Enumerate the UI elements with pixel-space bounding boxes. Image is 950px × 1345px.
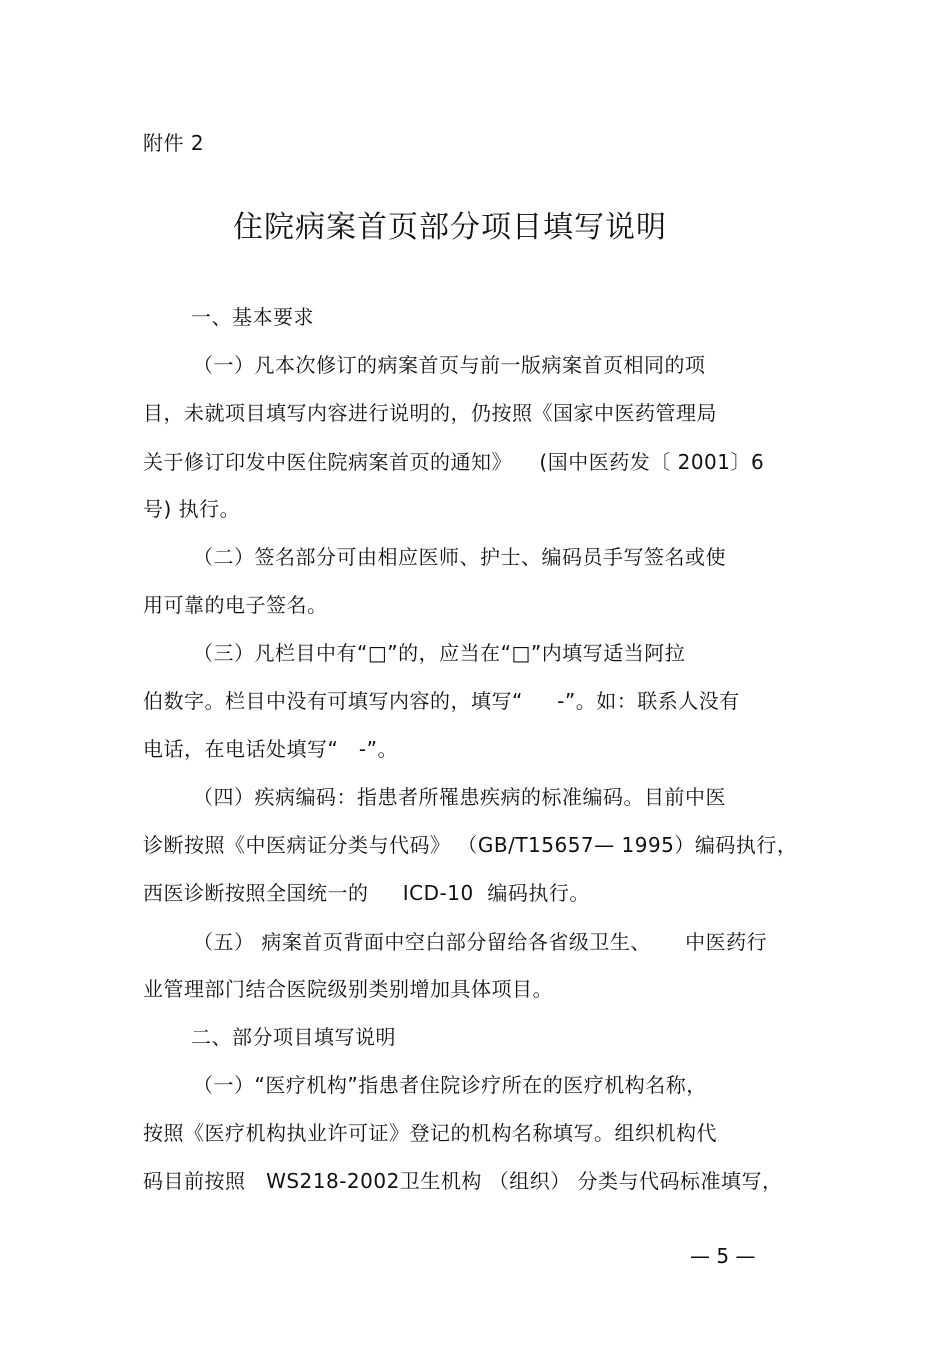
paragraph-line: （三）凡栏目中有“□”的，应当在“□”内填写适当阿拉	[193, 641, 686, 665]
paragraph-line: 用可靠的电子签名。	[143, 593, 328, 617]
paragraph-line: 电话，在电话处填写“ -”。	[143, 737, 399, 761]
paragraph-line: 业管理部门结合医院级别类别增加具体项目。	[143, 977, 553, 1001]
section-heading-basic: 一、基本要求	[191, 305, 314, 329]
page-title: 住院病案首页部分项目填写说明	[233, 210, 667, 245]
section-heading-items: 二、部分项目填写说明	[191, 1025, 396, 1049]
paragraph-line: （一）“医疗机构”指患者住院诊疗所在的医疗机构名称，	[193, 1073, 707, 1097]
paragraph-line: 诊断按照《中医病证分类与代码》 （GB/T15657— 1995）编码执行，	[143, 833, 798, 857]
paragraph-line: 码目前按照 WS218-2002卫生机构 （组织） 分类与代码标准填写，	[143, 1169, 783, 1193]
paragraph-line: 关于修订印发中医住院病案首页的通知》 (国中医药发〔 2001〕6	[143, 450, 765, 474]
attachment-label: 附件 2	[143, 131, 205, 155]
paragraph-line: 目，未就项目填写内容进行说明的，仍按照《国家中医药管理局	[143, 401, 717, 425]
paragraph-line: 按照《医疗机构执业许可证》登记的机构名称填写。组织机构代	[143, 1121, 717, 1145]
paragraph-line: （二）签名部分可由相应医师、护士、编码员手写签名或使	[193, 545, 726, 569]
paragraph-line: （五） 病案首页背面中空白部分留给各省级卫生、 中医药行	[193, 930, 768, 954]
page-number: — 5 —	[690, 1244, 756, 1268]
paragraph-line: （四）疾病编码：指患者所罹患疾病的标准编码。目前中医	[193, 785, 726, 809]
paragraph-line: 西医诊断按照全国统一的 ICD-10 编码执行。	[143, 881, 590, 905]
paragraph-line: 伯数字。栏目中没有可填写内容的，填写“ -”。如：联系人没有	[143, 689, 740, 713]
paragraph-line: 号) 执行。	[143, 497, 241, 521]
paragraph-line: （一）凡本次修订的病案首页与前一版病案首页相同的项	[193, 353, 706, 377]
